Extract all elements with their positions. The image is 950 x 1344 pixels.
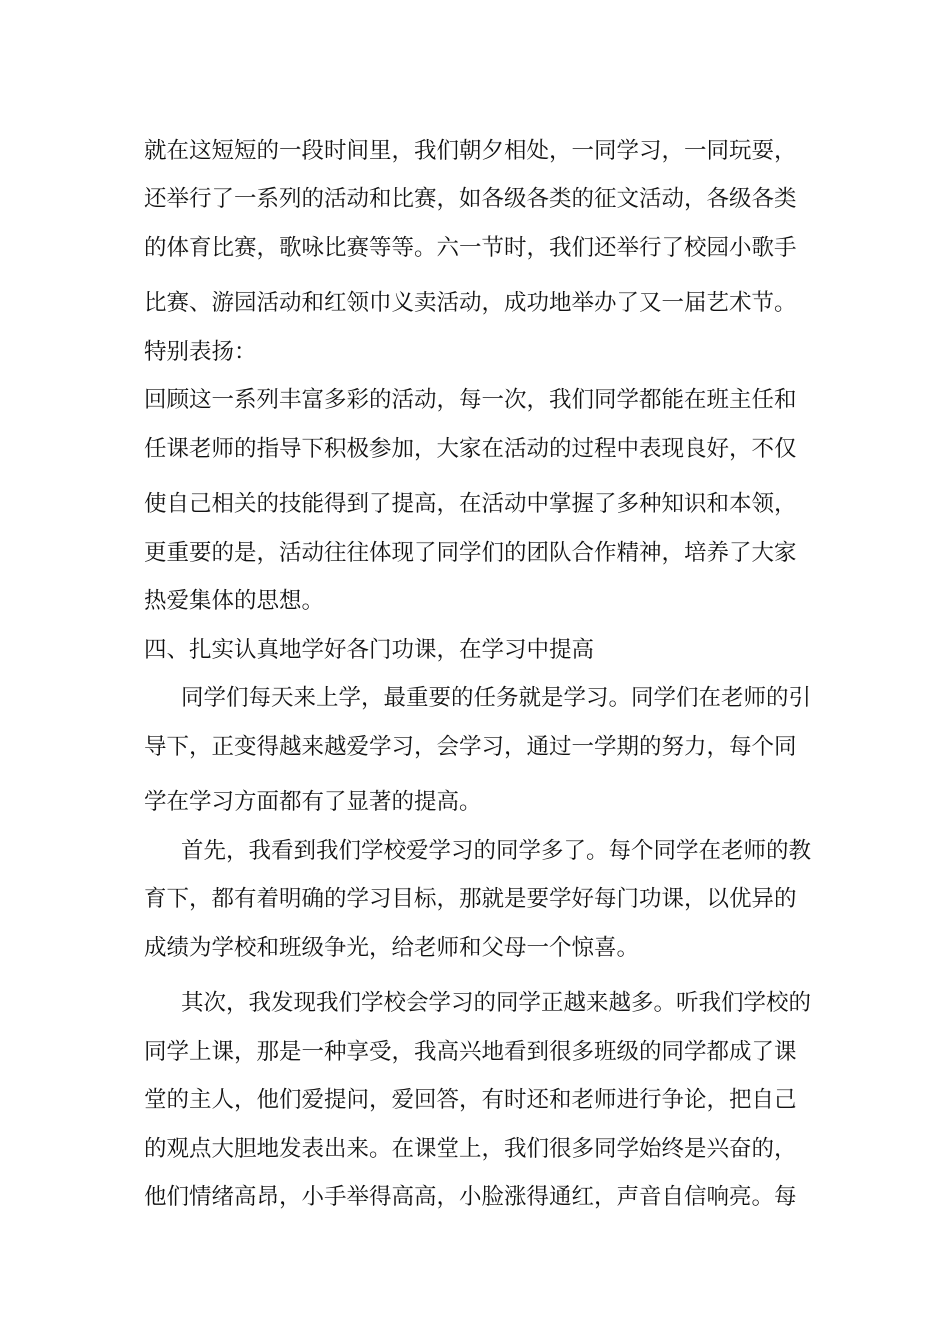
text-line: 他们情绪高昂，小手举得高高，小脸涨得通红，声音自信响亮。每 (144, 1184, 797, 1210)
text-line: 还举行了一系列的活动和比赛，如各级各类的征文活动，各级各类 (144, 186, 797, 212)
text-line: 的体育比赛，歌咏比赛等等。六一节时，我们还举行了校园小歌手 (144, 235, 797, 261)
text-line: 首先，我看到我们学校爱学习的同学多了。每个同学在老师的教 (181, 838, 812, 864)
section-label: 特别表扬： (144, 339, 257, 365)
text-line: 任课老师的指导下积极参加，大家在活动的过程中表现良好，不仅 (144, 436, 797, 462)
text-line: 其次，我发现我们学校会学习的同学正越来越多。听我们学校的 (181, 990, 812, 1016)
text-line: 热爱集体的思想。 (144, 588, 325, 614)
text-line: 成绩为学校和班级争光，给老师和父母一个惊喜。 (144, 935, 640, 961)
text-line: 同学上课，那是一种享受，我高兴地看到很多班级的同学都成了课 (144, 1039, 797, 1065)
text-line: 回顾这一系列丰富多彩的活动，每一次，我们同学都能在班主任和 (144, 387, 797, 413)
text-line: 育下，都有着明确的学习目标，那就是要学好每门功课，以优异的 (144, 886, 797, 912)
section-heading: 四、扎实认真地学好各门功课，在学习中提高 (144, 637, 595, 663)
text-line: 更重要的是，活动往往体现了同学们的团队合作精神，培养了大家 (144, 540, 797, 566)
text-line: 学在学习方面都有了显著的提高。 (144, 789, 482, 815)
text-line: 使自己相关的技能得到了提高，在活动中掌握了多种知识和本领， (144, 491, 797, 517)
text-line: 导下，正变得越来越爱学习，会学习，通过一学期的努力，每个同 (144, 734, 797, 760)
text-line: 同学们每天来上学，最重要的任务就是学习。同学们在老师的引 (181, 685, 812, 711)
text-line: 的观点大胆地发表出来。在课堂上，我们很多同学始终是兴奋的， (144, 1136, 797, 1162)
text-line: 堂的主人，他们爱提问，爱回答，有时还和老师进行争论，把自己 (144, 1087, 797, 1113)
text-line: 比赛、游园活动和红领巾义卖活动，成功地举办了又一届艺术节。 (144, 290, 797, 316)
text-line: 就在这短短的一段时间里，我们朝夕相处，一同学习，一同玩耍， (144, 138, 797, 164)
